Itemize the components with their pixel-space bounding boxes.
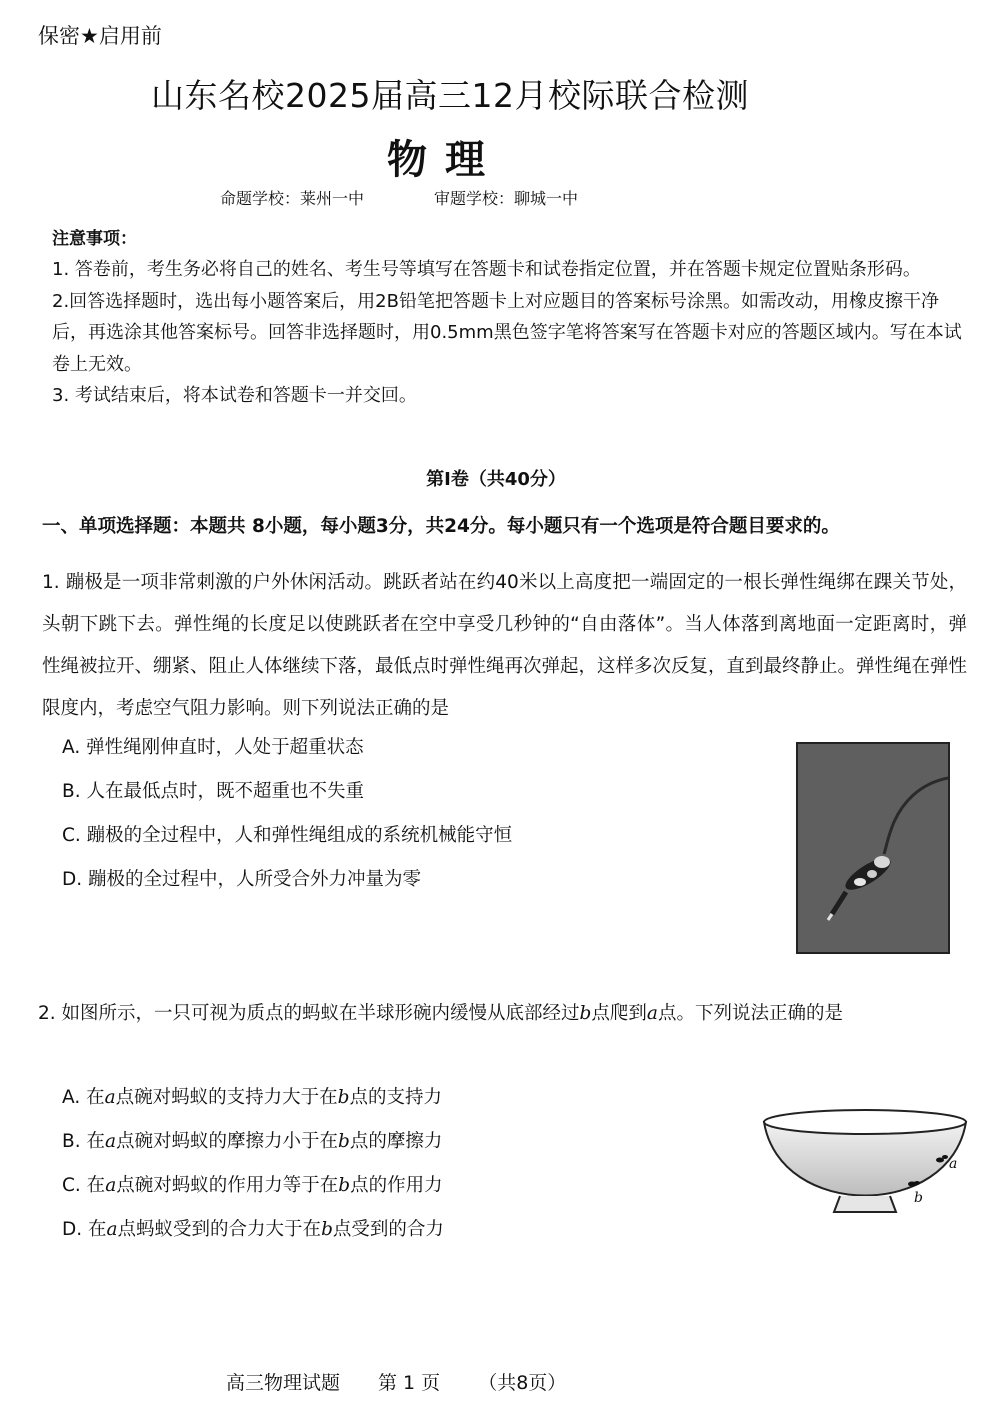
option-text: C. 在: [62, 1175, 106, 1196]
figure-label-b: b: [914, 1190, 923, 1206]
figure-label-a: a: [949, 1156, 958, 1172]
option-point: a: [104, 1131, 116, 1152]
footer-page: 第 1 页: [378, 1372, 441, 1394]
option-text: 点碗对蚂蚁的摩擦力小于在: [115, 1131, 338, 1152]
notice-list: [52, 254, 964, 412]
bungee-photo-drawing: [798, 744, 948, 952]
q1-option-c: C. 蹦极的全过程中，人和弹性绳组成的系统机械能守恒: [62, 825, 513, 846]
option-text: 点的摩擦力: [349, 1131, 443, 1152]
footer-total: （共8页）: [478, 1372, 567, 1394]
question-1-options: [62, 726, 512, 902]
q2-stem-text: 点爬到: [591, 1003, 647, 1024]
q2-option-d: [62, 1208, 444, 1252]
bowl-figure: [760, 1100, 970, 1220]
question-1-stem: 1. 蹦极是一项非常刺激的户外休闲活动。跳跃者站在约40米以上高度把一端固定的一根长弹性绳绑在踝关节处，头朝下跳下去。弹性绳的长度足以使跳跃者在空中享受几秒钟的“自由落体”。当人体落到离地面一定距离时，弹性绳被拉开、绷紧、阻止人体继续下落，最低点时弹性绳再次弹起，这样多次反复，直到最终静止。弹性绳在弹性限度内，考虑空气阻力影响。则下列说法正确的是: [42, 572, 968, 719]
option-text: 点碗对蚂蚁的支持力大于在: [115, 1087, 338, 1108]
question-2-options: [62, 1076, 444, 1252]
q2-stem-text: 点。下列说法正确的是: [657, 1003, 843, 1024]
q2-option-b: [62, 1120, 444, 1164]
option-text: 点的作用力: [350, 1175, 443, 1196]
q2-option-c: [62, 1164, 444, 1208]
option-text: D. 在: [62, 1219, 107, 1240]
setter-school: 命题学校：莱州一中: [220, 189, 365, 208]
notice-item: 2.回答选择题时，选出每小题答案后，用2B铅笔把答题卡上对应题目的答案标号涂黑。如需改动，用橡皮擦干净后，再选涂其他答案标号。回答非选择题时，用0.5mm黑色签字笔将答案写在答题卡对应的答题区域内。写在本试卷上无效。: [52, 290, 962, 375]
section-title: 第Ⅰ卷（共40分）: [426, 469, 566, 490]
option-point: b: [338, 1131, 350, 1152]
option-point: a: [104, 1087, 116, 1108]
q2-option-a: [62, 1076, 444, 1120]
option-point: b: [338, 1175, 351, 1196]
subject-title: 物理: [387, 136, 503, 183]
option-text: 点碗对蚂蚁的作用力等于在: [116, 1175, 339, 1196]
footer-subject: 高三物理试题: [226, 1372, 341, 1394]
option-text: 点的支持力: [349, 1087, 442, 1108]
q1-option-a: A. 弹性绳刚伸直时，人处于超重状态: [62, 737, 364, 758]
notice-heading: 注意事项：: [52, 229, 137, 249]
q2-point-b: b: [579, 1003, 592, 1024]
secret-label: 保密★启用前: [38, 24, 162, 48]
page-footer: [226, 1368, 604, 1395]
option-text: B. 在: [62, 1131, 105, 1152]
question-2-stem: [38, 993, 968, 1035]
q1-option-b: B. 人在最低点时，既不超重也不失重: [62, 781, 364, 802]
reviewer-school: 审题学校：聊城一中: [434, 189, 579, 208]
option-text: 点蚂蚁受到的合力大于在: [117, 1219, 322, 1240]
q2-point-a: a: [646, 1003, 658, 1024]
part-title: 一、单项选择题：本题共 8小题，每小题3分，共24分。每小题只有一个选项是符合题目要求的。: [42, 516, 840, 537]
notice-item: 3. 考试结束后，将本试卷和答题卡一并交回。: [52, 385, 417, 406]
school-info: [220, 186, 648, 209]
q1-option-d: D. 蹦极的全过程中，人所受合外力冲量为零: [62, 869, 422, 890]
option-text: A. 在: [62, 1087, 105, 1108]
notice-item: 1. 答卷前，考生务必将自己的姓名、考生号等填写在答题卡和试卷指定位置，并在答题卡规定位置贴条形码。: [52, 259, 921, 280]
q2-stem-text: 2. 如图所示，一只可视为质点的蚂蚁在半球形碗内缓慢从底部经过: [38, 1003, 580, 1024]
exam-title: 山东名校2025届高三12月校际联合检测: [151, 76, 749, 115]
option-point: b: [321, 1219, 333, 1240]
option-point: b: [337, 1087, 350, 1108]
bungee-photo: [796, 742, 950, 954]
option-text: 点受到的合力: [332, 1219, 444, 1240]
option-point: a: [106, 1219, 118, 1240]
option-point: a: [105, 1175, 117, 1196]
